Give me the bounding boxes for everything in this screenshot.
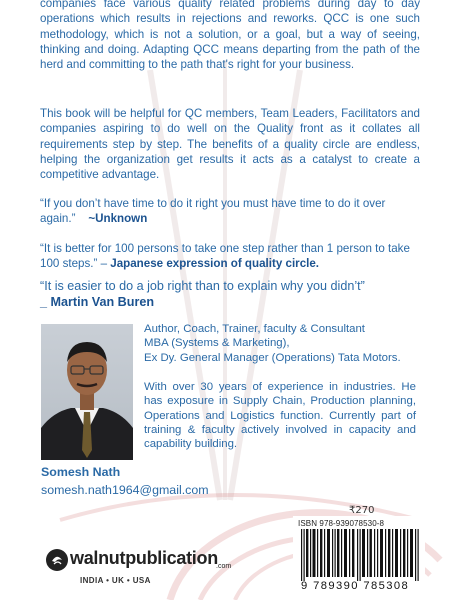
book-description-paragraph: This book will be helpful for QC members, Team Leaders, Facilitators and companies aspiring to do well on the Quality front as it collates all requirements step by step. The benefits of a quality circle are endless, helping the organization get results it acts as a catalyst to create a competitive advantage. <box>40 107 420 182</box>
author-experience: With over 30 years of experience in industries. He has exposure in Supply Chain, Production planning, Operations and Logistics function. Currently part of training & faculty actively involved in capacity and capability building. <box>144 381 416 451</box>
isbn-label: ISBN 978-939078530-8 <box>298 519 385 528</box>
publisher-name: walnutpublication <box>70 548 218 568</box>
quote-author: ~Unknown <box>88 212 148 226</box>
quote-source: Japanese expression of quality circle. <box>110 257 320 271</box>
author-email[interactable]: somesh.nath1964@gmail.com <box>41 483 209 497</box>
author-name: Somesh Nath <box>41 465 121 479</box>
author-former-post: Ex Dy. General Manager (Operations) Tata Motors. <box>144 351 401 364</box>
quote-text: “It is better for 100 persons to take one step rather than 1 person to take 100 steps.” – <box>40 242 410 271</box>
author-credentials <box>144 322 416 365</box>
quote-unknown <box>40 196 425 227</box>
author-roles: Author, Coach, Trainer, faculty & Consultant <box>144 323 365 335</box>
quote-author: _ Martin Van Buren <box>40 295 155 309</box>
quote-text: “If you don’t have time to do it right you must have time to do it over again.” <box>40 197 386 226</box>
quote-text: “It is easier to do a job right than to explain why you didn’t” <box>40 279 365 293</box>
publisher-domain: .com <box>216 563 232 570</box>
publisher-regions: INDIA • UK • USA <box>80 576 151 585</box>
author-photo <box>41 324 133 460</box>
walnut-logo-icon <box>46 549 68 571</box>
quote-van-buren <box>40 278 425 310</box>
barcode-digits: 9 789390 785308 <box>301 580 410 592</box>
quote-japanese <box>40 241 425 272</box>
author-degree: MBA (Systems & Marketing), <box>144 337 290 350</box>
price-label: ₹270 <box>349 505 375 516</box>
intro-paragraph: companies face various quality related problems during day to day operations which results in rejections and reworks. QCC is one such methodology, which is not a solution, or a goal, but a way of seeing, thinking and doing. Adapting QCC means departing from the path of the herd and committing to the path that's right for your business. <box>40 0 420 72</box>
barcode <box>299 529 421 581</box>
